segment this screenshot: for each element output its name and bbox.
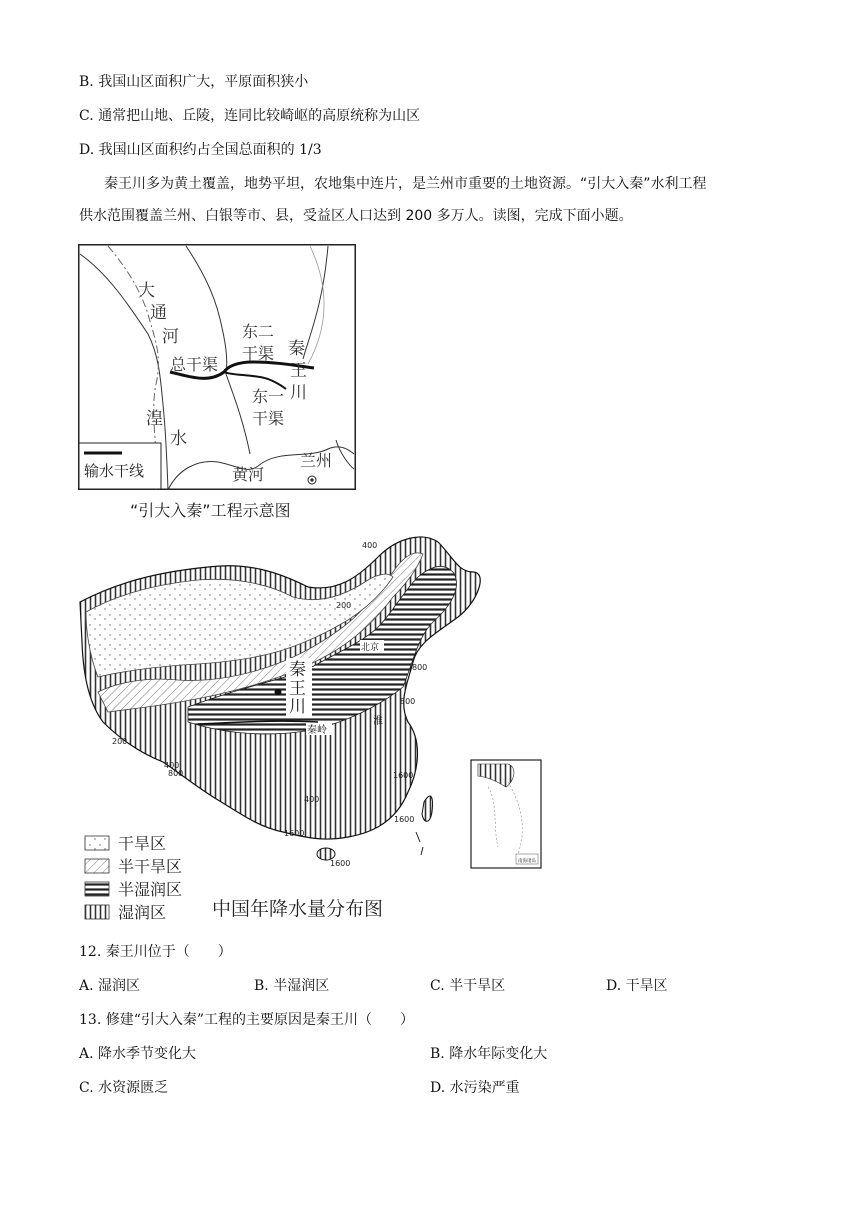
- reading-passage: [79, 168, 779, 232]
- map-label-chuan: 川: [289, 697, 306, 717]
- label-chuan: 川: [290, 383, 307, 403]
- q13-option-c[interactable]: C. 水资源匮乏: [79, 1080, 169, 1096]
- china-precipitation-map: [78, 532, 548, 922]
- label-east1-a: 东一: [252, 387, 285, 406]
- map-label-qin: 秦: [289, 660, 306, 680]
- q13-option-d[interactable]: D. 水污染严重: [430, 1080, 520, 1096]
- isohyet-label: 1600: [393, 771, 414, 780]
- taiwan-island: [422, 796, 433, 821]
- legend-text: 输水干线: [84, 462, 145, 480]
- isohyet-label: 200: [336, 601, 352, 610]
- question-12-stem: 12. 秦王川位于（ ）: [79, 944, 232, 960]
- isohyet-label: 200: [112, 737, 128, 746]
- q12-option-b[interactable]: B. 半湿润区: [254, 978, 330, 994]
- coast-islets: [416, 832, 423, 855]
- label-qin: 秦: [288, 339, 305, 359]
- q13-option-a[interactable]: A. 降水季节变化大: [79, 1046, 197, 1062]
- isohyet-label: 400: [304, 795, 320, 804]
- yindaruqin-map: [78, 244, 356, 490]
- legend-swatch-semi-arid: [85, 859, 109, 873]
- isohyet-label: 800: [412, 663, 428, 672]
- lanzhou-dot: [310, 478, 313, 481]
- q12-option-a[interactable]: A. 湿润区: [79, 978, 141, 994]
- label-huanghe: 黄河: [232, 465, 265, 484]
- map-label-huai: 淮: [373, 716, 383, 727]
- isohyet-label: 1600: [284, 829, 305, 838]
- label-lanzhou: 兰州: [300, 451, 333, 470]
- figure1-caption: “引大入秦”工程示意图: [130, 501, 291, 520]
- map-label-beijing: 北京: [361, 643, 380, 653]
- option-c-prev: C. 通常把山地、丘陵，连同比较崎岖的高原统称为山区: [79, 108, 421, 124]
- label-huang: 湟: [146, 409, 163, 429]
- legend-label-humid: 湿润区: [118, 903, 167, 922]
- option-b-prev: B. 我国山区面积广大，平原面积狭小: [79, 74, 309, 90]
- q13-option-b[interactable]: B. 降水年际变化大: [430, 1046, 548, 1062]
- isohyet-label: 1600: [330, 859, 351, 868]
- label-east2-a: 东二: [242, 322, 275, 341]
- inset-label: 南海诸岛: [518, 859, 536, 864]
- label-shui: 水: [170, 429, 187, 449]
- legend-label-arid: 干旱区: [118, 834, 167, 853]
- label-wang: 王: [290, 361, 307, 381]
- legend-label-semi-humid: 半湿润区: [118, 880, 183, 899]
- question-13-stem: 13. 修建“引大入秦”工程的主要原因是秦王川（ ）: [79, 1012, 415, 1028]
- isohyet-label: 400: [362, 541, 378, 550]
- label-east1-b: 干渠: [252, 409, 285, 428]
- label-tong: 通: [150, 303, 167, 323]
- q12-option-d[interactable]: D. 干旱区: [606, 978, 668, 994]
- map-label-qinling: 秦岭: [307, 725, 327, 736]
- legend-swatch-humid: [85, 905, 109, 919]
- q12-option-c[interactable]: C. 半干旱区: [430, 978, 506, 994]
- map-label-wang: 王: [289, 679, 306, 699]
- figure2-caption: 中国年降水量分布图: [212, 898, 384, 920]
- isohyet-label: 800: [168, 769, 184, 778]
- passage-line-1: 秦王川多为黄土覆盖，地势平坦，农地集中连片，是兰州市重要的土地资源。“引大入秦”水利工程: [104, 176, 707, 192]
- label-main-canal: 总干渠: [170, 355, 219, 374]
- label-da: 大: [138, 281, 155, 301]
- label-east2-b: 干渠: [242, 344, 275, 363]
- legend-swatch-arid: [85, 836, 109, 850]
- isohyet-label: 800: [400, 697, 416, 706]
- legend-swatch-semi-humid: [85, 882, 109, 896]
- isohyet-label: 1600: [394, 815, 415, 824]
- label-he: 河: [162, 327, 179, 347]
- isohyet-label: 400: [164, 761, 180, 770]
- qinwangchuan-marker: [275, 689, 282, 696]
- legend-label-semi-arid: 半干旱区: [118, 857, 183, 876]
- passage-line-2: 供水范围覆盖兰州、白银等市、县，受益区人口达到 200 多万人。读图，完成下面小题。: [79, 208, 633, 224]
- option-d-prev: D. 我国山区面积约占全国总面积的 1/3: [79, 142, 322, 158]
